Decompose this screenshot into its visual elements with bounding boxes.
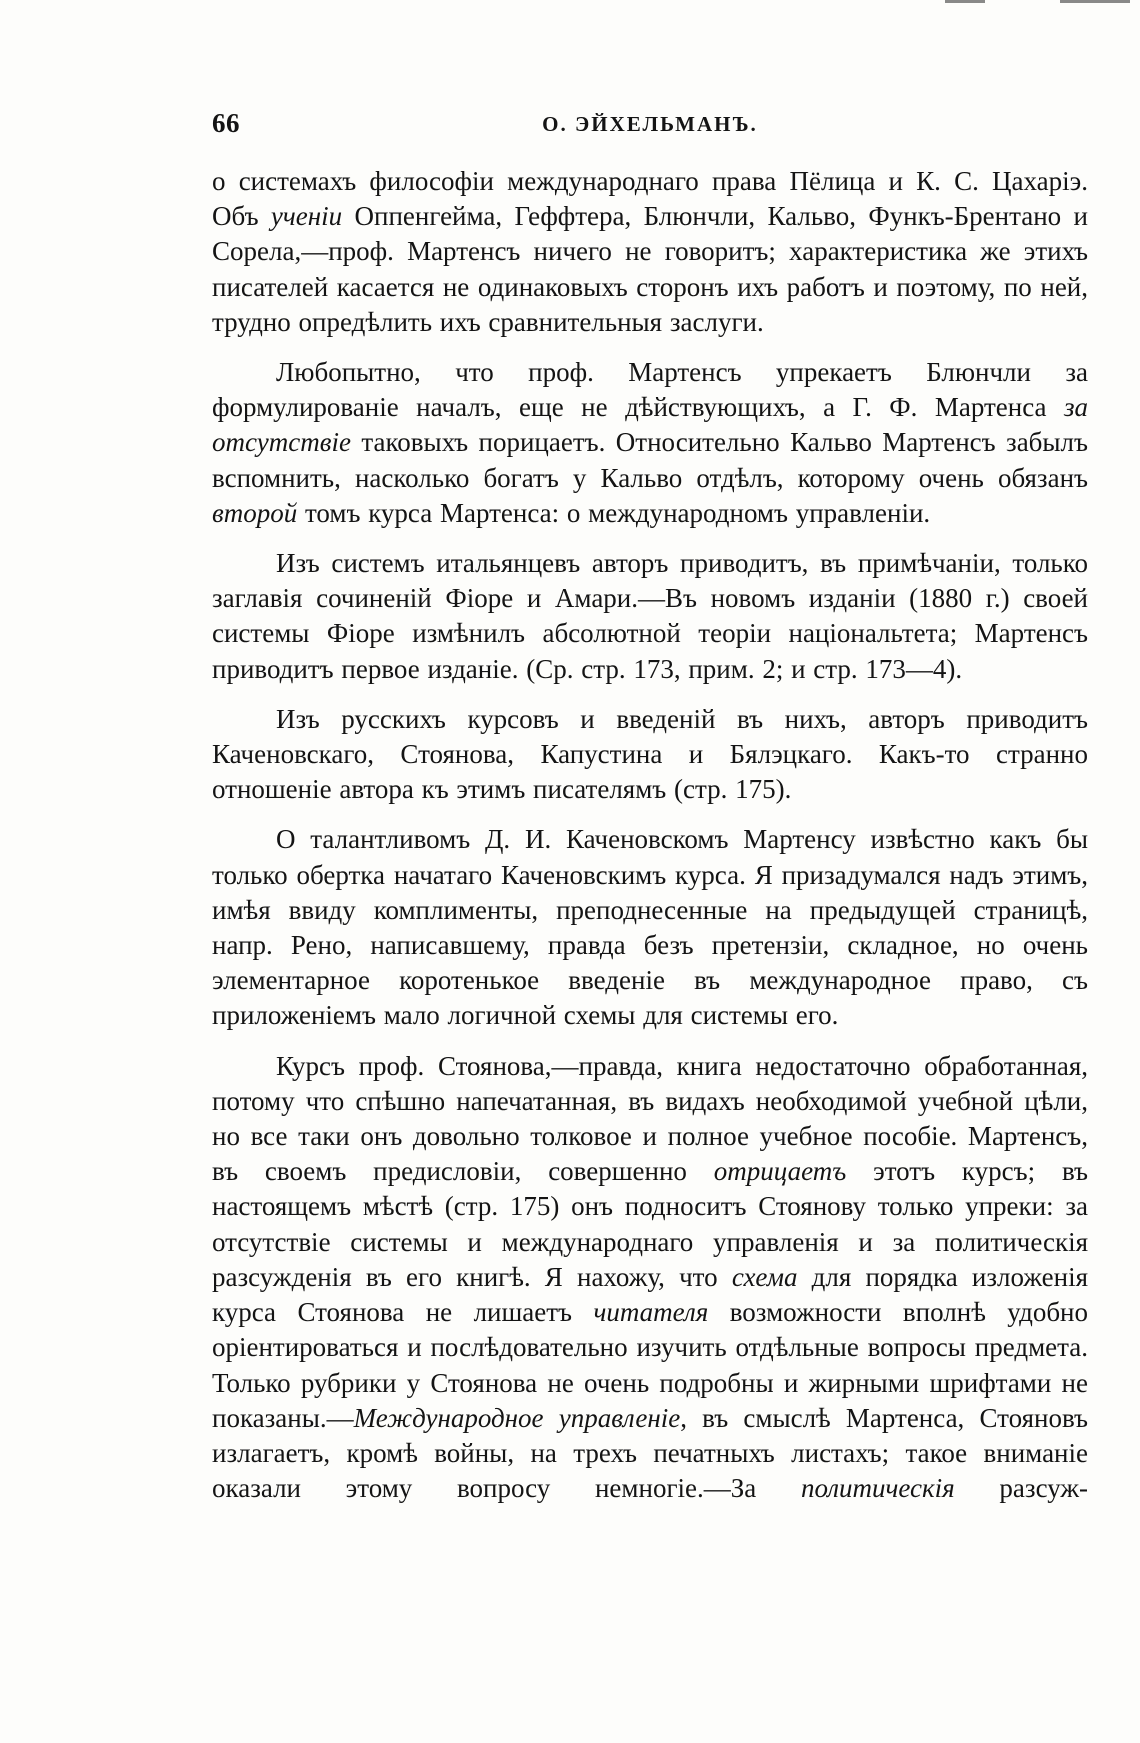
text-run: таковыхъ порицаетъ. Относительно Кальво Мартенсъ забылъ вспомнить, насколько богатъ у Кальво отдѣлъ, которому очень обязанъ (212, 427, 1088, 493)
paragraph (212, 822, 1088, 1033)
paragraph (212, 164, 1088, 340)
text-run: о системахъ философіи международнаго права Пёлица и К. С. Цахаріэ. Объ (212, 166, 1088, 232)
italic-run: за отсутствіе (212, 392, 1088, 458)
scan-edge-mark (1060, 0, 1130, 3)
italic-run: ученіи (270, 201, 343, 232)
italic-run: читателя (593, 1297, 709, 1328)
italic-run: Международное управленіе (353, 1402, 681, 1433)
italic-run: политическія (800, 1473, 955, 1504)
text-run: возможности вполнѣ удобно оріентироваться и послѣдовательно изучить отдѣльные вопросы предмета. Только рубрики у Стоянова не очень подробны и жирными шрифтами не показаны.— (212, 1297, 1089, 1433)
italic-run: схема (731, 1261, 798, 1292)
paragraph (212, 546, 1088, 687)
italic-run: отрицаетъ (713, 1156, 847, 1187)
text-run: О талантливомъ Д. И. Каченовскомъ Мартенсу извѣстно какъ бы только обертка начатаго Каченовскимъ курса. Я призадумался надъ этимъ, имѣя ввиду комплименты, преподнесенные на предыдущей страницѣ, напр. Рено, написавшему, правда безъ претензіи, складное, но очень элементарное коротенькое введеніе въ международное право, съ приложеніемъ мало логичной схемы для системы его. (212, 824, 1088, 1031)
text-run: этотъ курсъ; въ настоящемъ мѣстѣ (стр. 175) онъ подноситъ Стоянову только упреки: за отсутствіе системы и международнаго управленія и за политическія разсужденія въ его книгѣ. Я нахожу, что (212, 1156, 1088, 1292)
running-title: О. ЭЙХЕЛЬМАНЪ. (542, 112, 758, 136)
body-text (212, 164, 1088, 1521)
text-run: Изъ системъ итальянцевъ авторъ приводитъ, въ примѣчаніи, только заглавія сочиненій Фіоре и Амари.—Въ новомъ изданіи (1880 г.) своей системы Фіоре измѣнилъ абсолютной теоріи національтета; Мартенсъ приводитъ первое изданіе. (Ср. стр. 173, прим. 2; и стр. 173—4). (212, 548, 1088, 684)
page-number: 66 (212, 108, 240, 138)
paragraph (212, 702, 1088, 808)
text-run: Изъ русскихъ курсовъ и введеній въ нихъ, авторъ приводитъ Каченовскаго, Стоянова, Капустина и Бялэцкаго. Какъ-то странно отношеніе автора къ этимъ писателямъ (стр. 175). (212, 703, 1088, 805)
text-run: Оппенгейма, Геффтера, Блюнчли, Кальво, Функъ-Брентано и Сорела,—проф. Мартенсъ ничего не говоритъ; характеристика же этихъ писателей касается не одинаковыхъ сторонъ ихъ работъ и поэтому, по ней, трудно опредѣлить ихъ сравнительныя заслуги. (212, 201, 1088, 337)
text-run: Курсъ проф. Стоянова,—правда, книга недостаточно обработанная, потому что спѣшно напечатанная, въ видахъ необходимой учебной цѣли, но все таки онъ довольно толковое и полное учебное пособіе. Мартенсъ, въ своемъ предисловіи, совершенно (212, 1050, 1088, 1187)
italic-run: второй (212, 497, 298, 528)
paragraph (212, 355, 1088, 531)
running-head (212, 108, 1088, 148)
scan-edge-mark (945, 0, 985, 3)
paragraph (212, 1049, 1088, 1507)
text-run: , въ смыслѣ Мартенса, Стояновъ излагаетъ, кромѣ войны, на трехъ печатныхъ листахъ; такое вниманіе оказали этому вопросу немногіе.—За (212, 1402, 1088, 1504)
text-run: томъ курса Мартенса: о международномъ управленіи. (297, 497, 931, 528)
text-run: Любопытно, что проф. Мартенсъ упрекаетъ Блюнчли за формулированіе началъ, еще не дѣйствующихъ, а Г. Ф. Мартенса (212, 357, 1088, 423)
text-run: для порядка изложенія курса Стоянова не лишаетъ (212, 1261, 1088, 1328)
text-run: разсуж- (954, 1473, 1088, 1504)
